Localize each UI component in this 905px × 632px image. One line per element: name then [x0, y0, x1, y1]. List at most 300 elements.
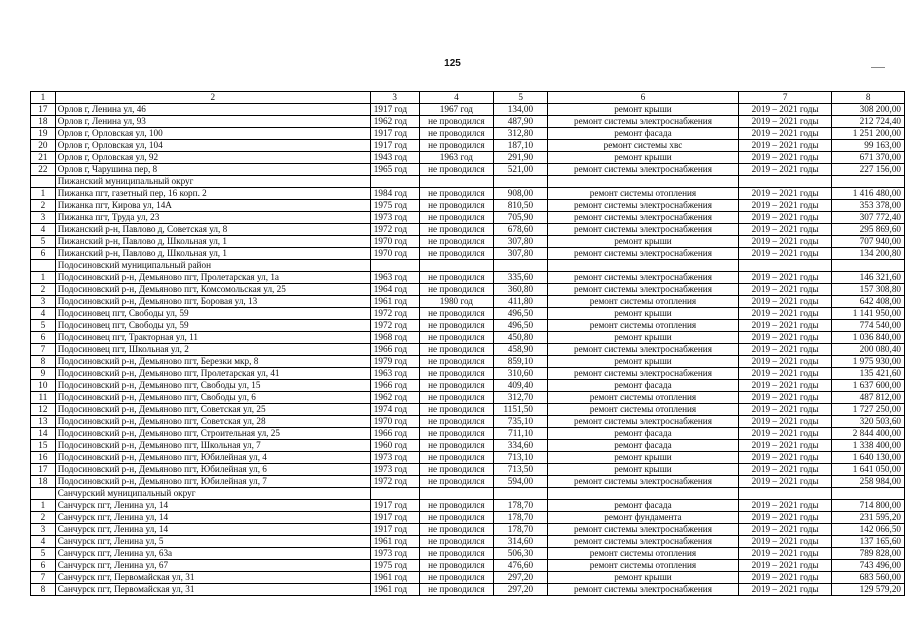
- header-cell: 8: [832, 92, 905, 104]
- area-cell: 506,30: [494, 548, 548, 560]
- table-row: [31, 560, 905, 572]
- address-cell: Пижанский р-н, Павлово д, Советская ул, 8: [55, 224, 370, 236]
- table-row: [31, 200, 905, 212]
- last-repair-cell: не проводился: [419, 164, 494, 176]
- table-row: [31, 572, 905, 584]
- area-cell: 297,20: [494, 572, 548, 584]
- row-number-cell: 7: [31, 572, 56, 584]
- build-year-cell: 1961 год: [370, 296, 419, 308]
- table-row: [31, 524, 905, 536]
- section-blank-cell: [419, 488, 494, 500]
- area-cell: 713,50: [494, 464, 548, 476]
- section-blank-cell: [419, 176, 494, 188]
- row-number-cell: 2: [31, 512, 56, 524]
- work-type-cell: ремонт системы электроснабжения: [548, 536, 739, 548]
- cost-cell: 1 641 050,00: [832, 464, 905, 476]
- address-cell: Подосиновец пгт, Свободы ул, 59: [55, 320, 370, 332]
- last-repair-cell: не проводился: [419, 188, 494, 200]
- build-year-cell: 1917 год: [370, 128, 419, 140]
- work-type-cell: ремонт крыши: [548, 572, 739, 584]
- work-type-cell: ремонт системы электроснабжения: [548, 116, 739, 128]
- row-number-cell: 5: [31, 236, 56, 248]
- section-blank-cell: [548, 488, 739, 500]
- build-year-cell: 1970 год: [370, 248, 419, 260]
- section-blank-cell: [494, 488, 548, 500]
- table-row: [31, 320, 905, 332]
- section-header-row: [31, 488, 905, 500]
- last-repair-cell: 1967 год: [419, 104, 494, 116]
- row-number-cell: 13: [31, 416, 56, 428]
- cost-cell: 135 421,60: [832, 368, 905, 380]
- area-cell: 307,80: [494, 236, 548, 248]
- build-year-cell: 1961 год: [370, 536, 419, 548]
- area-cell: 594,00: [494, 476, 548, 488]
- table-row: [31, 188, 905, 200]
- build-year-cell: 1917 год: [370, 500, 419, 512]
- build-year-cell: 1962 год: [370, 392, 419, 404]
- work-type-cell: ремонт крыши: [548, 356, 739, 368]
- cost-cell: 789 828,00: [832, 548, 905, 560]
- cost-cell: 134 200,80: [832, 248, 905, 260]
- row-number-cell: 2: [31, 284, 56, 296]
- last-repair-cell: не проводился: [419, 200, 494, 212]
- address-cell: Подосиновский р-н, Демьяново пгт, Строительная ул, 25: [55, 428, 370, 440]
- last-repair-cell: не проводился: [419, 548, 494, 560]
- area-cell: 310,60: [494, 368, 548, 380]
- section-name: Пижанский муниципальный округ: [55, 176, 370, 188]
- area-cell: 312,80: [494, 128, 548, 140]
- row-number-cell: 17: [31, 104, 56, 116]
- build-year-cell: 1972 год: [370, 308, 419, 320]
- address-cell: Орлов г, Орловская ул, 92: [55, 152, 370, 164]
- table-row: [31, 104, 905, 116]
- area-cell: 810,50: [494, 200, 548, 212]
- period-cell: 2019 – 2021 годы: [738, 152, 831, 164]
- table-row: [31, 512, 905, 524]
- build-year-cell: 1968 год: [370, 332, 419, 344]
- work-type-cell: ремонт системы электроснабжения: [548, 524, 739, 536]
- address-cell: Орлов г, Ленина ул, 46: [55, 104, 370, 116]
- row-number-cell: 17: [31, 464, 56, 476]
- section-blank-cell: [832, 488, 905, 500]
- repair-schedule-table: [30, 91, 905, 596]
- last-repair-cell: не проводился: [419, 116, 494, 128]
- row-number-cell: 22: [31, 164, 56, 176]
- row-number-cell: 10: [31, 380, 56, 392]
- address-cell: Подосиновский р-н, Демьяново пгт, Березки мкр, 8: [55, 356, 370, 368]
- scan-mark: [871, 67, 885, 68]
- cost-cell: 231 595,20: [832, 512, 905, 524]
- area-cell: 334,60: [494, 440, 548, 452]
- work-type-cell: ремонт системы хвс: [548, 140, 739, 152]
- build-year-cell: 1973 год: [370, 548, 419, 560]
- area-cell: 496,50: [494, 308, 548, 320]
- period-cell: 2019 – 2021 годы: [738, 536, 831, 548]
- period-cell: 2019 – 2021 годы: [738, 464, 831, 476]
- cost-cell: 2 844 400,00: [832, 428, 905, 440]
- work-type-cell: ремонт системы электроснабжения: [548, 212, 739, 224]
- work-type-cell: ремонт фундамента: [548, 512, 739, 524]
- area-cell: 496,50: [494, 320, 548, 332]
- last-repair-cell: не проводился: [419, 356, 494, 368]
- area-cell: 134,00: [494, 104, 548, 116]
- table-row: [31, 428, 905, 440]
- area-cell: 705,90: [494, 212, 548, 224]
- address-cell: Подосиновский р-н, Демьяново пгт, Юбилейная ул, 7: [55, 476, 370, 488]
- build-year-cell: 1984 год: [370, 188, 419, 200]
- area-cell: 713,10: [494, 452, 548, 464]
- last-repair-cell: не проводился: [419, 584, 494, 596]
- table-row: [31, 344, 905, 356]
- period-cell: 2019 – 2021 годы: [738, 548, 831, 560]
- address-cell: Подосиновский р-н, Демьяново пгт, Комсомольская ул, 25: [55, 284, 370, 296]
- header-cell: 6: [548, 92, 739, 104]
- row-number-cell: 4: [31, 536, 56, 548]
- header-cell: 5: [494, 92, 548, 104]
- address-cell: Санчурск пгт, Ленина ул, 63а: [55, 548, 370, 560]
- period-cell: 2019 – 2021 годы: [738, 272, 831, 284]
- table-row: [31, 584, 905, 596]
- table-row: [31, 548, 905, 560]
- period-cell: 2019 – 2021 годы: [738, 380, 831, 392]
- row-number-cell: 14: [31, 428, 56, 440]
- cost-cell: 295 869,60: [832, 224, 905, 236]
- cost-cell: 227 156,00: [832, 164, 905, 176]
- area-cell: 178,70: [494, 524, 548, 536]
- section-blank-cell: [738, 260, 831, 272]
- section-blank-cell: [548, 260, 739, 272]
- work-type-cell: ремонт фасада: [548, 380, 739, 392]
- address-cell: Подосиновский р-н, Демьяново пгт, Свободы ул, 6: [55, 392, 370, 404]
- work-type-cell: ремонт крыши: [548, 236, 739, 248]
- table-row: [31, 128, 905, 140]
- period-cell: 2019 – 2021 годы: [738, 368, 831, 380]
- period-cell: 2019 – 2021 годы: [738, 344, 831, 356]
- period-cell: 2019 – 2021 годы: [738, 560, 831, 572]
- area-cell: 409,40: [494, 380, 548, 392]
- cost-cell: 212 724,40: [832, 116, 905, 128]
- cost-cell: 642 408,00: [832, 296, 905, 308]
- section-name: Санчурский муниципальный округ: [55, 488, 370, 500]
- period-cell: 2019 – 2021 годы: [738, 128, 831, 140]
- work-type-cell: ремонт крыши: [548, 452, 739, 464]
- period-cell: 2019 – 2021 годы: [738, 104, 831, 116]
- table-row: [31, 380, 905, 392]
- work-type-cell: ремонт фасада: [548, 428, 739, 440]
- address-cell: Подосиновец пгт, Тракторная ул, 11: [55, 332, 370, 344]
- table-row: [31, 164, 905, 176]
- last-repair-cell: не проводился: [419, 440, 494, 452]
- row-number-cell: 3: [31, 524, 56, 536]
- build-year-cell: 1972 год: [370, 476, 419, 488]
- table-row: [31, 500, 905, 512]
- row-number-cell: 11: [31, 392, 56, 404]
- row-number-cell: 8: [31, 584, 56, 596]
- build-year-cell: 1974 год: [370, 404, 419, 416]
- period-cell: 2019 – 2021 годы: [738, 212, 831, 224]
- period-cell: 2019 – 2021 годы: [738, 140, 831, 152]
- area-cell: 476,60: [494, 560, 548, 572]
- last-repair-cell: не проводился: [419, 572, 494, 584]
- row-number-cell: 6: [31, 332, 56, 344]
- work-type-cell: ремонт крыши: [548, 104, 739, 116]
- address-cell: Санчурск пгт, Ленина ул, 14: [55, 500, 370, 512]
- cost-cell: 146 321,60: [832, 272, 905, 284]
- work-type-cell: ремонт системы электроснабжения: [548, 248, 739, 260]
- area-cell: 487,90: [494, 116, 548, 128]
- last-repair-cell: 1980 год: [419, 296, 494, 308]
- cost-cell: 353 378,00: [832, 200, 905, 212]
- address-cell: Санчурск пгт, Ленина ул, 14: [55, 524, 370, 536]
- last-repair-cell: не проводился: [419, 524, 494, 536]
- period-cell: 2019 – 2021 годы: [738, 164, 831, 176]
- section-blank-cell: [31, 260, 56, 272]
- row-number-cell: 1: [31, 500, 56, 512]
- cost-cell: 487 812,00: [832, 392, 905, 404]
- build-year-cell: 1973 год: [370, 464, 419, 476]
- period-cell: 2019 – 2021 годы: [738, 416, 831, 428]
- table-row: [31, 440, 905, 452]
- cost-cell: 683 560,00: [832, 572, 905, 584]
- last-repair-cell: не проводился: [419, 248, 494, 260]
- row-number-cell: 7: [31, 344, 56, 356]
- section-blank-cell: [31, 176, 56, 188]
- address-cell: Орлов г, Ленина ул, 93: [55, 116, 370, 128]
- area-cell: 859,10: [494, 356, 548, 368]
- build-year-cell: 1973 год: [370, 212, 419, 224]
- page-number: 125: [444, 58, 461, 69]
- address-cell: Санчурск пгт, Ленина ул, 14: [55, 512, 370, 524]
- cost-cell: 99 163,00: [832, 140, 905, 152]
- table-body: [31, 104, 905, 596]
- period-cell: 2019 – 2021 годы: [738, 284, 831, 296]
- period-cell: 2019 – 2021 годы: [738, 236, 831, 248]
- cost-cell: 1 727 250,00: [832, 404, 905, 416]
- table-row: [31, 284, 905, 296]
- last-repair-cell: не проводился: [419, 512, 494, 524]
- table-row: [31, 368, 905, 380]
- period-cell: 2019 – 2021 годы: [738, 116, 831, 128]
- cost-cell: 1 975 930,00: [832, 356, 905, 368]
- area-cell: 1151,50: [494, 404, 548, 416]
- last-repair-cell: не проводился: [419, 212, 494, 224]
- table-row: [31, 152, 905, 164]
- address-cell: Пижанский р-н, Павлово д, Школьная ул, 1: [55, 248, 370, 260]
- area-cell: 411,80: [494, 296, 548, 308]
- address-cell: Подосиновец пгт, Школьная ул, 2: [55, 344, 370, 356]
- row-number-cell: 15: [31, 440, 56, 452]
- build-year-cell: 1965 год: [370, 164, 419, 176]
- work-type-cell: ремонт системы электроснабжения: [548, 344, 739, 356]
- build-year-cell: 1963 год: [370, 272, 419, 284]
- period-cell: 2019 – 2021 годы: [738, 188, 831, 200]
- build-year-cell: 1972 год: [370, 224, 419, 236]
- period-cell: 2019 – 2021 годы: [738, 248, 831, 260]
- period-cell: 2019 – 2021 годы: [738, 584, 831, 596]
- build-year-cell: 1979 год: [370, 356, 419, 368]
- work-type-cell: ремонт фасада: [548, 500, 739, 512]
- period-cell: 2019 – 2021 годы: [738, 320, 831, 332]
- address-cell: Подосиновский р-н, Демьяново пгт, Свободы ул, 15: [55, 380, 370, 392]
- area-cell: 307,80: [494, 248, 548, 260]
- row-number-cell: 6: [31, 560, 56, 572]
- row-number-cell: 20: [31, 140, 56, 152]
- build-year-cell: 1917 год: [370, 140, 419, 152]
- work-type-cell: ремонт системы электроснабжения: [548, 416, 739, 428]
- address-cell: Подосиновец пгт, Свободы ул, 59: [55, 308, 370, 320]
- work-type-cell: ремонт крыши: [548, 332, 739, 344]
- build-year-cell: 1963 год: [370, 368, 419, 380]
- table-header-row: [31, 92, 905, 104]
- header-cell: 1: [31, 92, 56, 104]
- table-row: [31, 392, 905, 404]
- build-year-cell: 1970 год: [370, 236, 419, 248]
- build-year-cell: 1975 год: [370, 200, 419, 212]
- work-type-cell: ремонт системы электроснабжения: [548, 584, 739, 596]
- cost-cell: 200 080,40: [832, 344, 905, 356]
- build-year-cell: 1943 год: [370, 152, 419, 164]
- work-type-cell: ремонт крыши: [548, 464, 739, 476]
- period-cell: 2019 – 2021 годы: [738, 452, 831, 464]
- row-number-cell: 2: [31, 200, 56, 212]
- build-year-cell: 1917 год: [370, 512, 419, 524]
- table-row: [31, 272, 905, 284]
- address-cell: Подосиновский р-н, Демьяново пгт, Советская ул, 28: [55, 416, 370, 428]
- cost-cell: 671 370,00: [832, 152, 905, 164]
- last-repair-cell: не проводился: [419, 428, 494, 440]
- area-cell: 908,00: [494, 188, 548, 200]
- area-cell: 312,70: [494, 392, 548, 404]
- period-cell: 2019 – 2021 годы: [738, 500, 831, 512]
- area-cell: 178,70: [494, 500, 548, 512]
- work-type-cell: ремонт системы отопления: [548, 188, 739, 200]
- period-cell: 2019 – 2021 годы: [738, 428, 831, 440]
- area-cell: 458,90: [494, 344, 548, 356]
- cost-cell: 129 579,20: [832, 584, 905, 596]
- address-cell: Подосиновский р-н, Демьяново пгт, Боровая ул, 13: [55, 296, 370, 308]
- last-repair-cell: не проводился: [419, 140, 494, 152]
- row-number-cell: 19: [31, 128, 56, 140]
- section-blank-cell: [832, 260, 905, 272]
- section-blank-cell: [832, 176, 905, 188]
- address-cell: Санчурск пгт, Ленина ул, 5: [55, 536, 370, 548]
- header-cell: 3: [370, 92, 419, 104]
- build-year-cell: 1964 год: [370, 284, 419, 296]
- build-year-cell: 1973 год: [370, 452, 419, 464]
- cost-cell: 1 036 840,00: [832, 332, 905, 344]
- area-cell: 450,80: [494, 332, 548, 344]
- last-repair-cell: не проводился: [419, 416, 494, 428]
- area-cell: 178,70: [494, 512, 548, 524]
- last-repair-cell: не проводился: [419, 272, 494, 284]
- row-number-cell: 8: [31, 356, 56, 368]
- period-cell: 2019 – 2021 годы: [738, 476, 831, 488]
- last-repair-cell: не проводился: [419, 452, 494, 464]
- build-year-cell: 1966 год: [370, 344, 419, 356]
- table-row: [31, 356, 905, 368]
- period-cell: 2019 – 2021 годы: [738, 356, 831, 368]
- section-blank-cell: [494, 260, 548, 272]
- work-type-cell: ремонт системы электроснабжения: [548, 476, 739, 488]
- row-number-cell: 9: [31, 368, 56, 380]
- cost-cell: 307 772,40: [832, 212, 905, 224]
- work-type-cell: ремонт системы электроснабжения: [548, 224, 739, 236]
- area-cell: 314,60: [494, 536, 548, 548]
- work-type-cell: ремонт системы отопления: [548, 404, 739, 416]
- period-cell: 2019 – 2021 годы: [738, 308, 831, 320]
- address-cell: Санчурск пгт, Первомайская ул, 31: [55, 584, 370, 596]
- cost-cell: 774 540,00: [832, 320, 905, 332]
- address-cell: Подосиновский р-н, Демьяново пгт, Советская ул, 25: [55, 404, 370, 416]
- table-row: [31, 464, 905, 476]
- section-blank-cell: [738, 488, 831, 500]
- area-cell: 521,00: [494, 164, 548, 176]
- address-cell: Пижанский р-н, Павлово д, Школьная ул, 1: [55, 236, 370, 248]
- build-year-cell: 1970 год: [370, 416, 419, 428]
- section-blank-cell: [370, 260, 419, 272]
- header-cell: 4: [419, 92, 494, 104]
- area-cell: 335,60: [494, 272, 548, 284]
- section-blank-cell: [738, 176, 831, 188]
- cost-cell: 258 984,00: [832, 476, 905, 488]
- work-type-cell: ремонт системы электроснабжения: [548, 272, 739, 284]
- last-repair-cell: не проводился: [419, 308, 494, 320]
- last-repair-cell: не проводился: [419, 404, 494, 416]
- work-type-cell: ремонт системы электроснабжения: [548, 284, 739, 296]
- section-blank-cell: [370, 176, 419, 188]
- address-cell: Санчурск пгт, Ленина ул, 67: [55, 560, 370, 572]
- cost-cell: 157 308,80: [832, 284, 905, 296]
- cost-cell: 1 338 400,00: [832, 440, 905, 452]
- work-type-cell: ремонт системы электроснабжения: [548, 368, 739, 380]
- period-cell: 2019 – 2021 годы: [738, 572, 831, 584]
- table-row: [31, 296, 905, 308]
- section-blank-cell: [494, 176, 548, 188]
- cost-cell: 1 637 600,00: [832, 380, 905, 392]
- area-cell: 360,80: [494, 284, 548, 296]
- row-number-cell: 1: [31, 272, 56, 284]
- work-type-cell: ремонт системы отопления: [548, 296, 739, 308]
- last-repair-cell: 1963 год: [419, 152, 494, 164]
- section-blank-cell: [419, 260, 494, 272]
- table-row: [31, 476, 905, 488]
- last-repair-cell: не проводился: [419, 476, 494, 488]
- table-row: [31, 404, 905, 416]
- period-cell: 2019 – 2021 годы: [738, 224, 831, 236]
- table-row: [31, 116, 905, 128]
- last-repair-cell: не проводился: [419, 380, 494, 392]
- last-repair-cell: не проводился: [419, 560, 494, 572]
- period-cell: 2019 – 2021 годы: [738, 332, 831, 344]
- address-cell: Пижанка пгт, Труда ул, 23: [55, 212, 370, 224]
- table-row: [31, 248, 905, 260]
- cost-cell: 1 251 200,00: [832, 128, 905, 140]
- table-row: [31, 212, 905, 224]
- address-cell: Орлов г, Орловская ул, 100: [55, 128, 370, 140]
- period-cell: 2019 – 2021 годы: [738, 392, 831, 404]
- period-cell: 2019 – 2021 годы: [738, 440, 831, 452]
- last-repair-cell: не проводился: [419, 128, 494, 140]
- work-type-cell: ремонт фасада: [548, 440, 739, 452]
- area-cell: 297,20: [494, 584, 548, 596]
- work-type-cell: ремонт системы отопления: [548, 320, 739, 332]
- address-cell: Подосиновский р-н, Демьяново пгт, Пролетарская ул, 1а: [55, 272, 370, 284]
- address-cell: Подосиновский р-н, Демьяново пгт, Юбилейная ул, 6: [55, 464, 370, 476]
- cost-cell: 707 940,00: [832, 236, 905, 248]
- area-cell: 678,60: [494, 224, 548, 236]
- last-repair-cell: не проводился: [419, 320, 494, 332]
- table-row: [31, 308, 905, 320]
